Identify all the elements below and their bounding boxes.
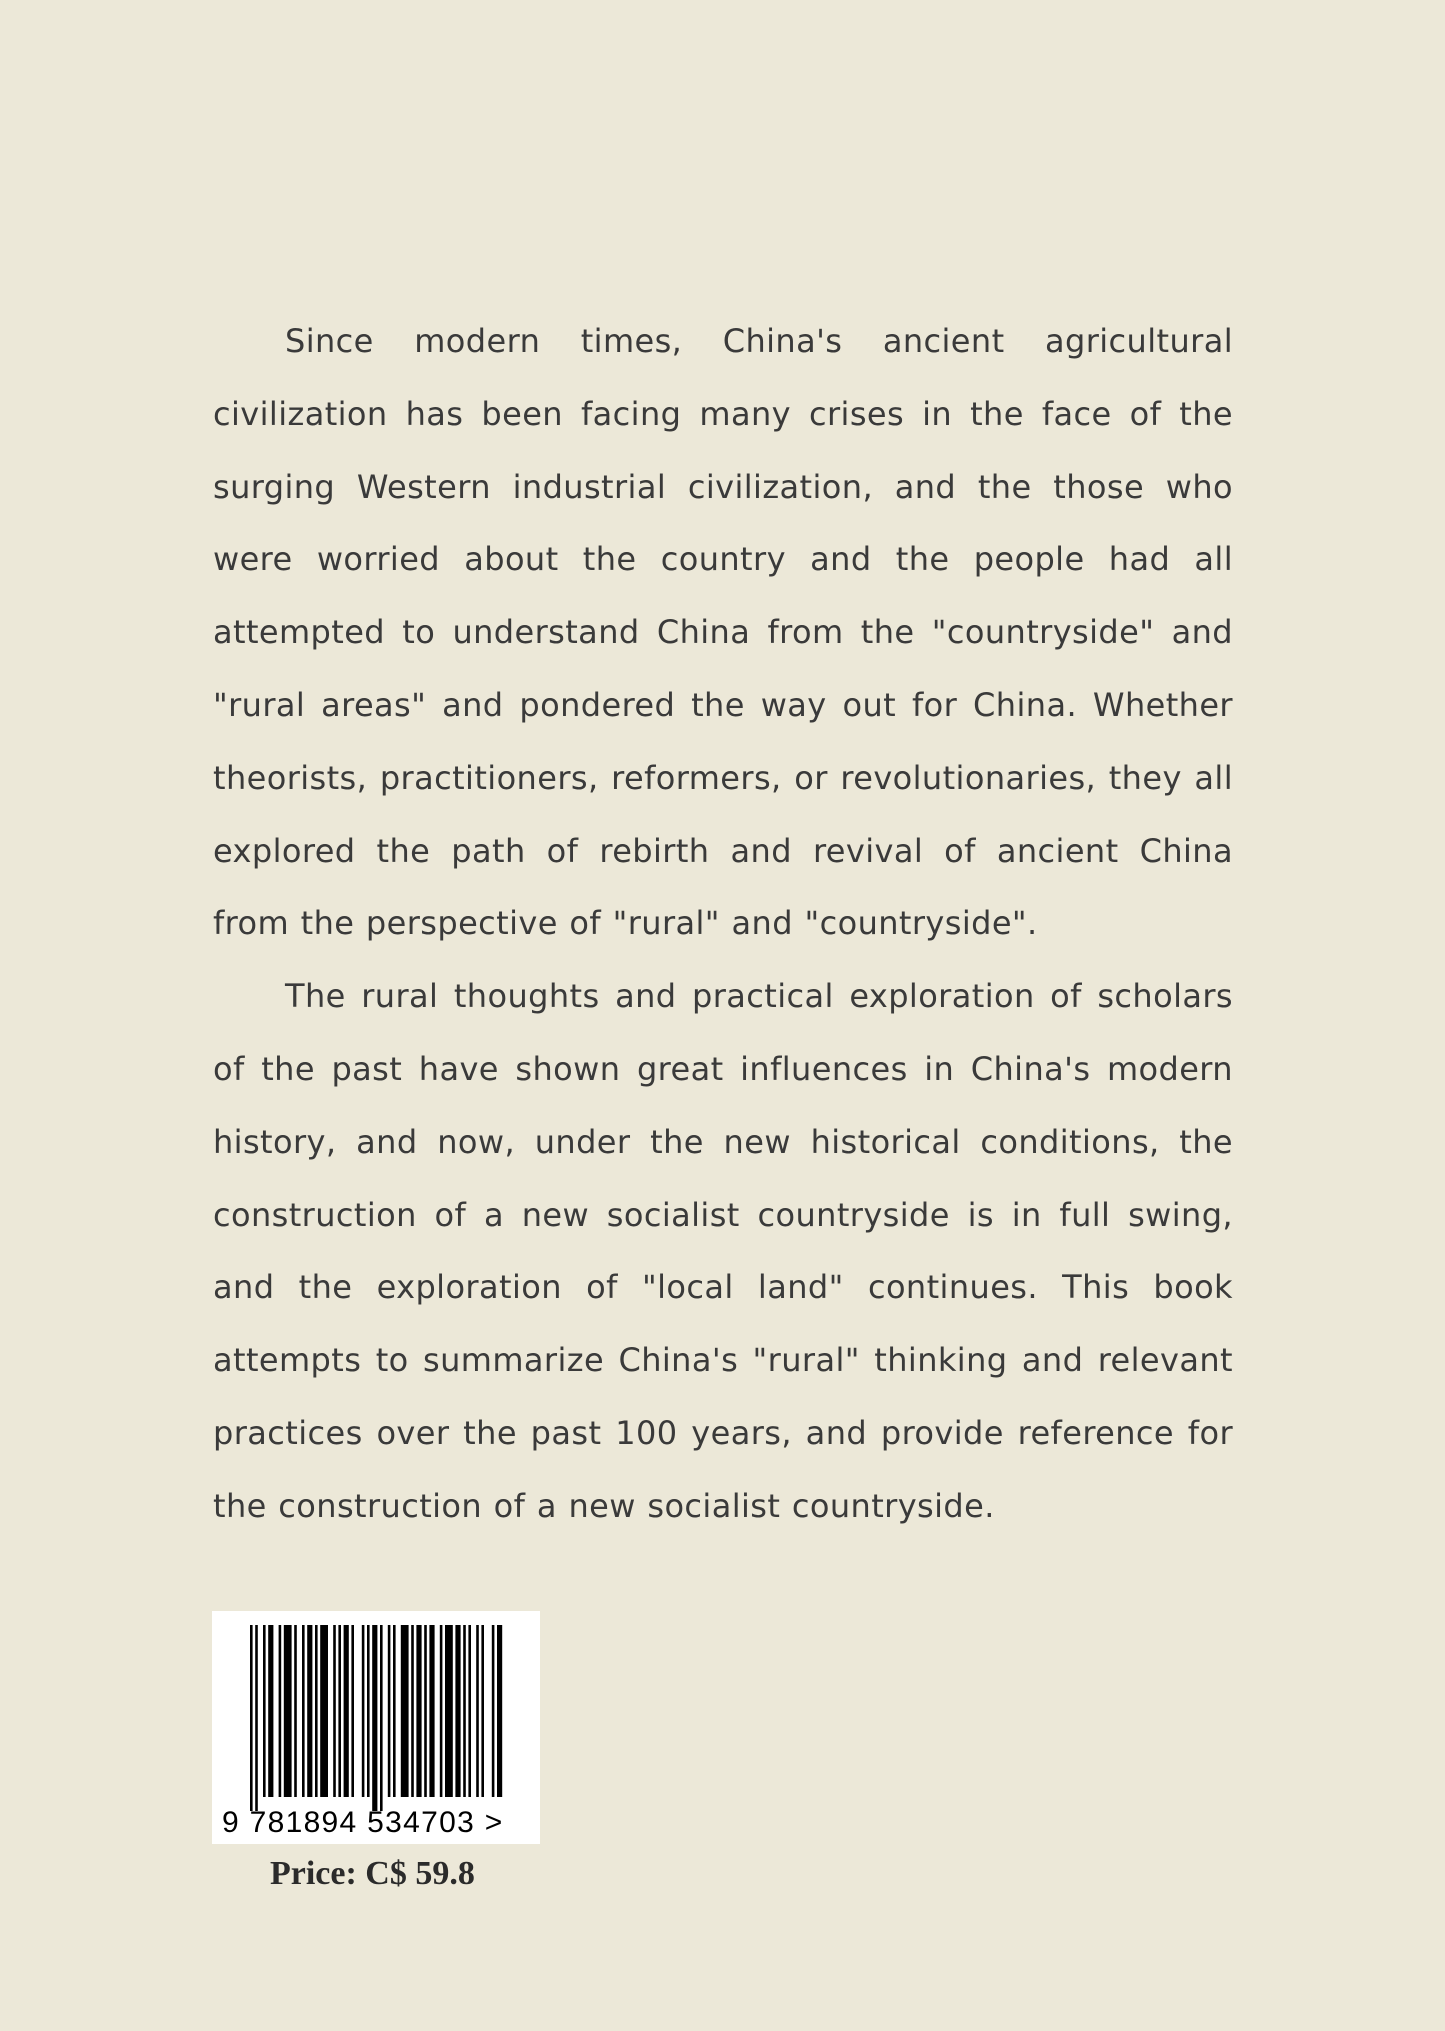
- barcode-bar: [424, 1625, 427, 1797]
- barcode-bar: [416, 1625, 421, 1797]
- barcode-bar: [468, 1625, 471, 1797]
- barcode-bar: [372, 1625, 377, 1811]
- barcode-bar: [492, 1625, 495, 1797]
- barcode-bar: [481, 1625, 484, 1797]
- barcode-bar: [362, 1625, 365, 1797]
- barcode-bar: [388, 1625, 391, 1797]
- barcode-bar: [351, 1625, 354, 1797]
- barcode-bar: [411, 1625, 414, 1797]
- barcode-bar: [344, 1625, 349, 1797]
- barcode-bar: [380, 1625, 383, 1811]
- barcode-bar: [250, 1625, 253, 1811]
- barcode-bar: [497, 1625, 502, 1797]
- isbn-barcode: [212, 1611, 540, 1844]
- barcode-bar: [401, 1625, 409, 1797]
- barcode-bar: [476, 1625, 479, 1797]
- barcode-bar: [367, 1625, 370, 1797]
- barcode-bar: [263, 1625, 266, 1797]
- barcode-bar: [302, 1625, 305, 1797]
- blurb-paragraph-2: The rural thoughts and practical exploration of scholars of the past have shown great influences in China's modern history, and now, under the new historical conditions, the construction of a new socialist countryside is in full swing, and the exploration of "local land" continues. This book attempts to summarize China's "rural" thinking and relevant practices over the past 100 years, and provide reference for the construction of a new socialist countryside.: [213, 977, 1233, 1525]
- barcode-bar: [338, 1625, 341, 1797]
- barcode-bar: [294, 1625, 297, 1797]
- barcode-bar: [393, 1625, 396, 1797]
- barcode-bar: [333, 1625, 336, 1797]
- barcode-digits: 9 781894 534703 >: [222, 1806, 504, 1839]
- barcode-bar: [307, 1625, 312, 1797]
- blurb-paragraph-1: Since modern times, China's ancient agricultural civilization has been facing many crises in the face of the surging Western industrial civilization, and the those who were worried about the country and the people had all attempted to understand China from the "countryside" and "rural areas" and pondered the way out for China. Whether theorists, practitioners, reformers, or revolutionaries, they all explored the path of rebirth and revival of ancient China from the perspective of "rural" and "countryside".: [213, 322, 1233, 943]
- barcode-bar: [463, 1625, 466, 1797]
- barcode-bar: [284, 1625, 292, 1797]
- price-label: Price: C$ 59.8: [270, 1855, 475, 1892]
- barcode-bar: [429, 1625, 434, 1797]
- barcode-bar: [440, 1625, 443, 1797]
- barcode-bar: [455, 1625, 460, 1797]
- barcode-bar: [445, 1625, 453, 1797]
- back-cover-blurb: [213, 305, 1233, 1543]
- barcode-bar: [320, 1625, 328, 1797]
- barcode-bar: [279, 1625, 282, 1797]
- barcode-bar: [268, 1625, 273, 1797]
- barcode-bar: [315, 1625, 318, 1797]
- barcode-bar: [255, 1625, 258, 1811]
